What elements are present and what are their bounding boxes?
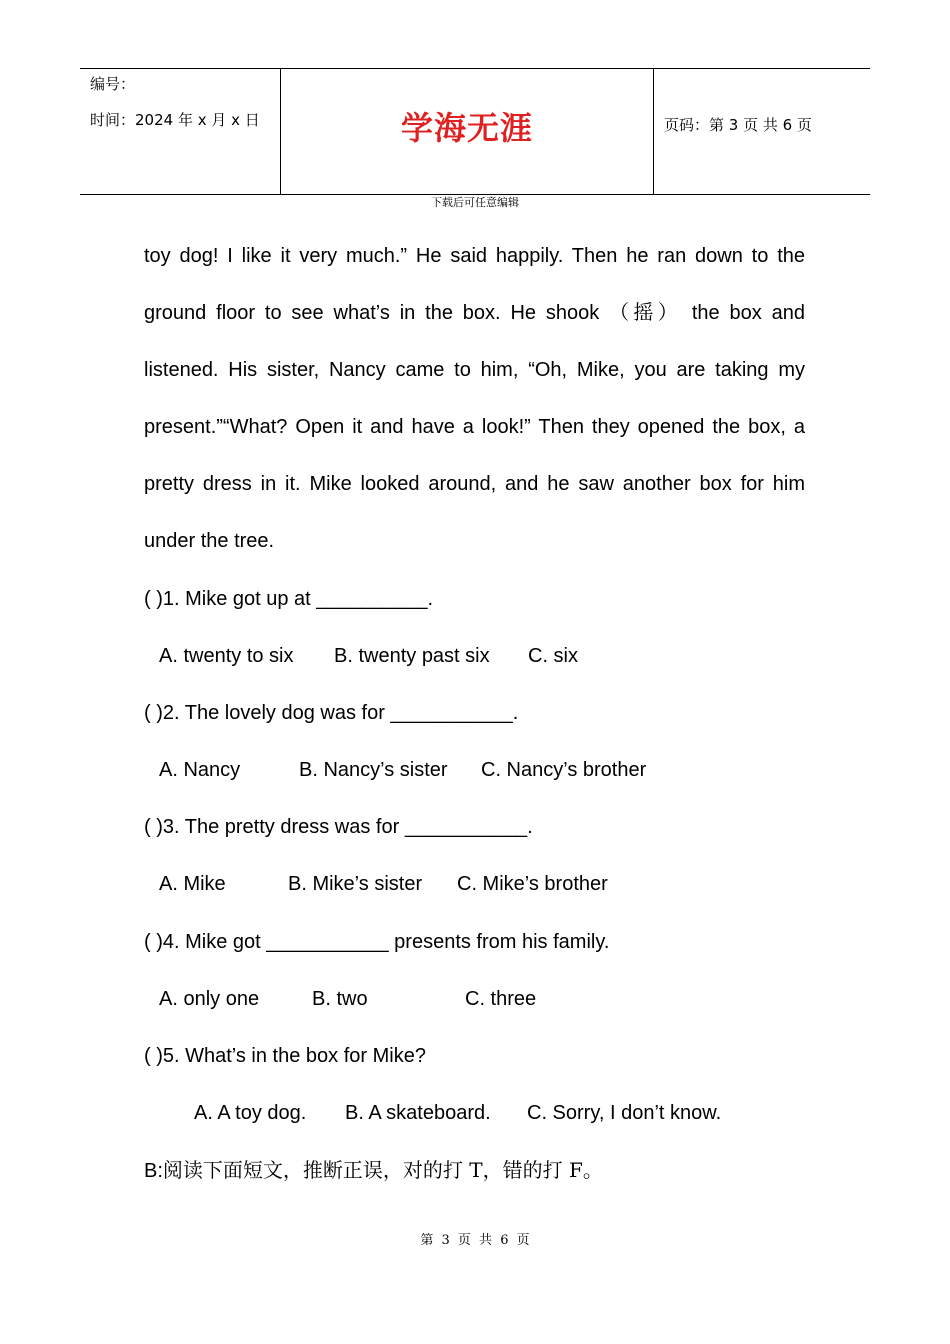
brand-title: 学海无涯 xyxy=(400,109,533,147)
question-5-option-b: B. A skateboard. xyxy=(345,1102,491,1124)
question-2-option-a: A. Nancy xyxy=(159,759,241,781)
question-2: ( )2. The lovely dog was for ___________. xyxy=(144,702,519,724)
question-4-option-b: B. two xyxy=(312,988,368,1010)
header-mid-cell xyxy=(281,69,654,194)
question-2-option-b: B. Nancy’s sister xyxy=(299,759,448,781)
serial-label: 编号： xyxy=(90,75,136,93)
question-1: ( )1. Mike got up at __________. xyxy=(144,588,434,610)
passage-line: under the tree. xyxy=(144,530,275,552)
download-note: 下载后可任意编辑 xyxy=(431,196,519,209)
header-left-cell xyxy=(80,69,281,194)
question-1-option-c: C. six xyxy=(528,645,578,667)
section-b-instruction: 阅读下面短文，推断正误，对的打 T，错的打 F。 xyxy=(162,1158,603,1182)
passage-line: toy dog! I like it very much.” He said happily. Then he ran down to the xyxy=(144,245,805,267)
question-3-option-a: A. Mike xyxy=(159,873,226,895)
header-right-cell xyxy=(654,69,870,194)
question-5-option-c: C. Sorry, I don’t know. xyxy=(527,1102,722,1124)
section-b-prefix: B: xyxy=(144,1160,163,1182)
question-3-option-b: B. Mike’s sister xyxy=(288,873,423,895)
passage-line: pretty dress in it. Mike looked around, and he saw another box for him xyxy=(144,473,805,495)
question-1-option-b: B. twenty past six xyxy=(334,645,490,667)
question-2-option-c: C. Nancy’s brother xyxy=(481,759,647,781)
question-5-option-a: A. A toy dog. xyxy=(194,1102,307,1124)
question-3: ( )3. The pretty dress was for ___________. xyxy=(144,816,533,838)
question-1-option-a: A. twenty to six xyxy=(159,645,294,667)
passage-line: ground floor to see what’s in the box. He shook （摇） the box and xyxy=(144,302,805,324)
page-number-label: 页码：第 3 页 共 6 页 xyxy=(664,116,812,134)
question-3-option-c: C. Mike’s brother xyxy=(457,873,608,895)
page-footer: 第 3 页 共 6 页 xyxy=(420,1233,530,1248)
passage-line: present.”“What? Open it and have a look!” Then they opened the box, a xyxy=(144,416,805,438)
time-label: 时间：2024 年 x 月 x 日 xyxy=(90,111,260,129)
section-b-heading xyxy=(144,1158,603,1183)
question-5: ( )5. What’s in the box for Mike? xyxy=(144,1045,426,1067)
question-4-option-a: A. only one xyxy=(159,988,260,1010)
question-4: ( )4. Mike got ___________ presents from his family. xyxy=(144,931,610,953)
passage-line: listened. His sister, Nancy came to him, “Oh, Mike, you are taking my xyxy=(144,359,805,381)
question-4-option-c: C. three xyxy=(465,988,537,1010)
header-table xyxy=(80,68,870,195)
